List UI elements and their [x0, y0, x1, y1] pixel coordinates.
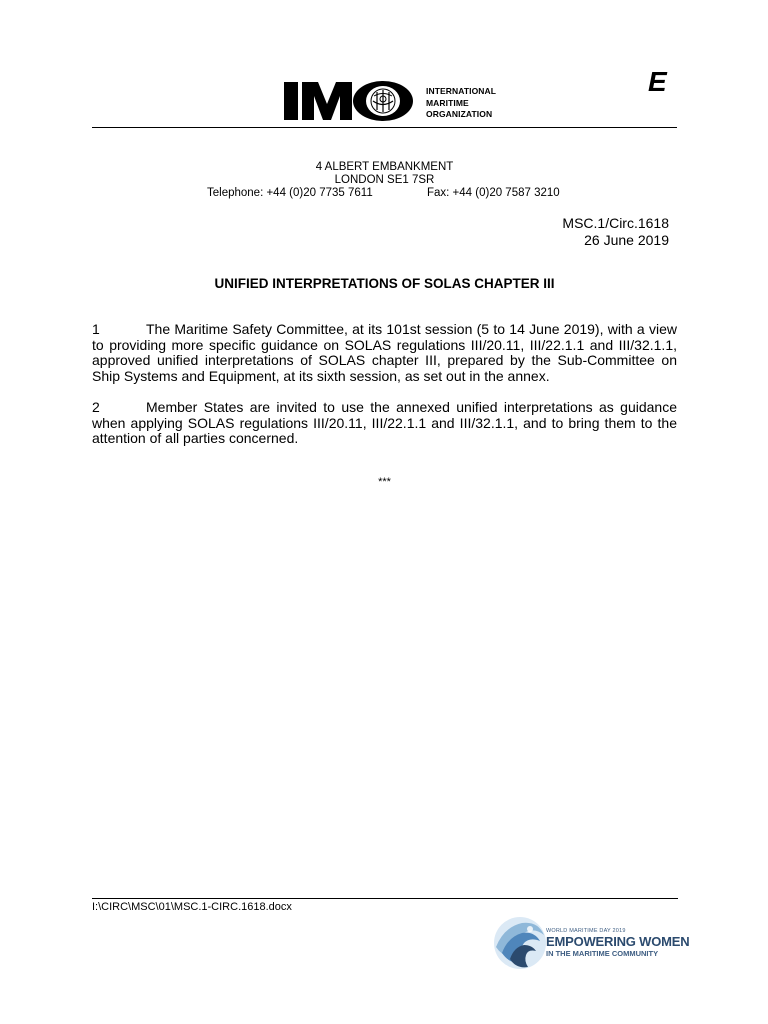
address-street: 4 ALBERT EMBANKMENT	[315, 161, 454, 173]
organization-line: ORGANIZATION	[426, 109, 493, 119]
paragraph-number: 1	[92, 321, 100, 337]
paragraph	[92, 400, 677, 447]
imo-logo	[282, 78, 522, 126]
imo-wordmark-icon	[282, 78, 418, 124]
paragraph-text: The Maritime Safety Committee, at its 101st session (5 to 14 June 2019), with a view to providing more specific guidance on SOLAS regulations III/20.11, III/22.1.1 and III/32.1.1, approved unified interpretations of SOLAS chapter III, prepared by the Sub-Committee on Ship Systems and Equipment, at its sixth session, as set out in the annex.	[92, 321, 677, 384]
contact-line	[92, 187, 677, 200]
header-divider	[92, 127, 677, 128]
organization-line: INTERNATIONAL	[426, 86, 497, 96]
address-block	[92, 161, 677, 200]
paragraph-text: Member States are invited to use the annexed unified interpretations as guidance when applying SOLAS regulations III/20.11, III/22.1.1 and III/32.1.1, and to bring them to the attention of all parties concerned.	[92, 399, 677, 447]
organization-line: MARITIME	[426, 97, 469, 108]
badge-subline: IN THE MARITIME COMMUNITY	[546, 949, 659, 958]
section-separator: ***	[378, 476, 391, 488]
paragraph	[92, 322, 677, 384]
footer-divider	[92, 898, 678, 899]
badge-headline: EMPOWERING WOMEN	[546, 934, 690, 949]
wave-emblem-icon	[490, 913, 546, 971]
organization-name	[426, 86, 526, 121]
language-code: E	[648, 66, 667, 97]
document-symbol: MSC.1/Circ.1618	[562, 215, 669, 231]
badge-event: WORLD MARITIME DAY 2019	[546, 928, 626, 934]
file-path: I:\CIRC\MSC\01\MSC.1-CIRC.1618.docx	[92, 901, 292, 913]
document-reference	[562, 215, 669, 248]
fax: Fax: +44 (0)20 7587 3210	[427, 187, 560, 199]
paragraph-number: 2	[92, 399, 100, 415]
world-maritime-day-badge	[490, 913, 690, 971]
telephone: Telephone: +44 (0)20 7735 7611	[207, 187, 373, 199]
document-title: UNIFIED INTERPRETATIONS OF SOLAS CHAPTER III	[214, 276, 555, 291]
document-date: 26 June 2019	[584, 231, 669, 248]
badge-text	[546, 928, 690, 958]
address-city: LONDON SE1 7SR	[334, 174, 435, 186]
